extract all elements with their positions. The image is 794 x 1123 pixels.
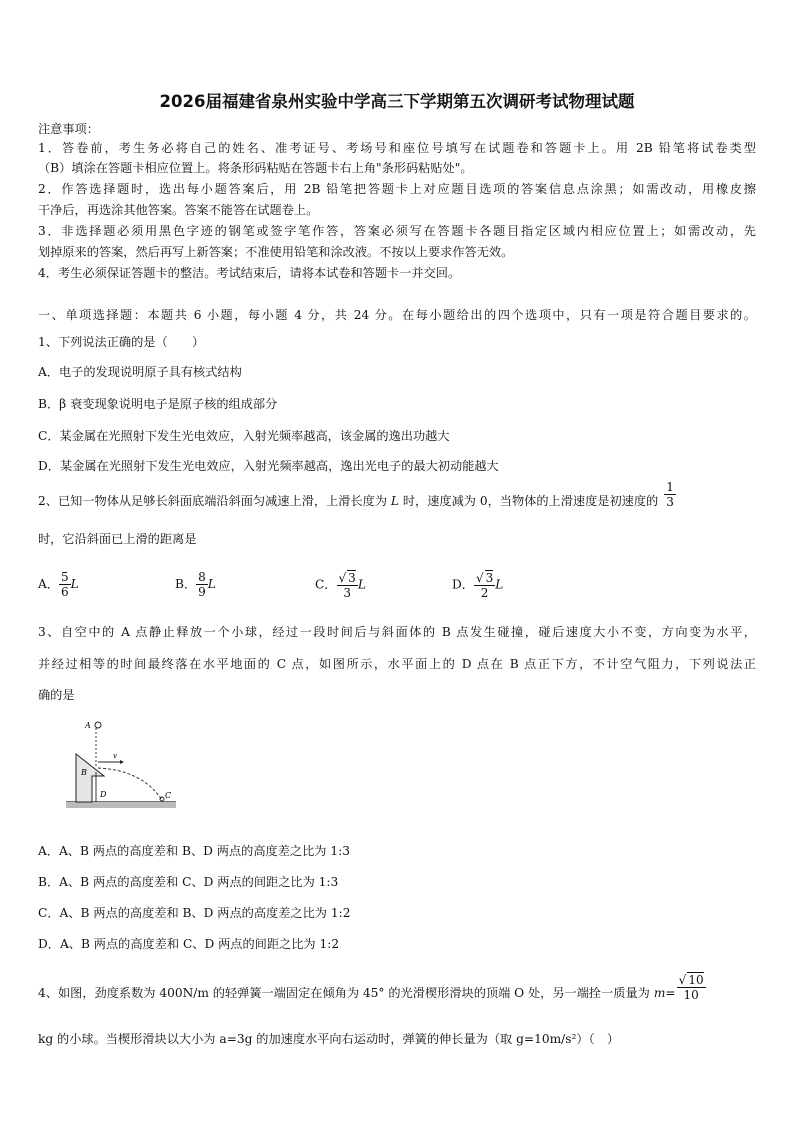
notice-line-2: （B）填涂在答题卡相应位置上。将条形码粘贴在答题卡右上角"条形码粘贴处"。	[38, 161, 473, 175]
notice-line-1: 1．答卷前，考生务必将自己的姓名、准考证号、考场号和座位号填写在试题卷和答题卡上。用 2B 铅笔将试卷类型	[38, 141, 756, 155]
q2-c-label: C．	[315, 577, 337, 592]
q4-mass-eq: m=	[653, 986, 676, 1000]
trajectory	[98, 768, 162, 800]
q3-option-a: A．A、B 两点的高度差和 B、D 两点的高度差之比为 1:3	[38, 844, 350, 858]
q2-c-den: 3	[343, 586, 351, 600]
q2-b-fraction	[196, 570, 208, 599]
notice-line-7: 4．考生必须保证答题卡的整洁。考试结束后，请将本试卷和答题卡一并交回。	[38, 266, 461, 280]
q2-stem-part-a: 2、已知一物体从足够长斜面底端沿斜面匀减速上滑，上滑长度为	[38, 494, 391, 508]
ball-at-A	[95, 722, 101, 728]
q2-a-den: 6	[61, 585, 69, 599]
q3-stem-line-1: 3、自空中的 A 点静止释放一个小球，经过一段时间后与斜面体的 B 点发生碰撞，碰后速度大小不变，方向变为水平，	[38, 625, 756, 639]
label-C: C	[165, 791, 172, 800]
q3-stem-line-3: 确的是	[38, 688, 75, 702]
q3-option-b: B．A、B 两点的高度差和 C、D 两点的间距之比为 1:3	[38, 875, 339, 889]
q2-option-a	[38, 570, 79, 599]
q4-stem-text: 4、如图，劲度系数为 400N/m 的轻弹簧一端固定在倾角为 45° 的光滑楔形滑块的顶端 O 处，另一端拴一质量为	[38, 986, 650, 1000]
notice-line-3: 2．作答选择题时，选出每小题答案后，用 2B 铅笔把答题卡上对应题目选项的答案信息点涂黑；如需改动，用橡皮擦	[38, 182, 756, 196]
ground-hatch	[66, 802, 176, 808]
q2-a-var: L	[70, 577, 79, 591]
q2-d-num: 3	[485, 571, 494, 585]
q2-a-num: 5	[61, 570, 69, 584]
q1-option-d: D．某金属在光照射下发生光电效应，入射光频率越高，逸出光电子的最大初动能越大	[38, 459, 499, 473]
q2-b-den: 9	[198, 585, 206, 599]
q4-mass-den: 10	[683, 987, 699, 1002]
q3-option-d: D．A、B 两点的高度差和 C、D 两点的间距之比为 1:2	[38, 937, 340, 951]
velocity-arrowhead	[120, 760, 124, 764]
q2-fraction-den: 3	[666, 495, 674, 509]
notice-line-6: 划掉原来的答案，然后再写上新答案；不准使用铅笔和涂改液。不按以上要求作答无效。	[38, 245, 514, 259]
q2-stem-part-b: 时，速度减为 0，当物体的上滑速度是初速度的	[398, 494, 659, 508]
label-B: B	[81, 768, 87, 777]
q2-c-fraction: $\frac{√ 3}{3}$	[338, 571, 356, 600]
label-A: A	[85, 721, 91, 730]
q2-c-num: 3	[348, 571, 356, 585]
notice-line-5: 3．非选择题必须用黑色字迹的钢笔或签字笔作答，答案必须写在答题卡各题目指定区域内相应位置上；如需改动，先	[38, 224, 756, 238]
q2-option-d	[452, 570, 503, 600]
q4-mass-num: 10	[688, 972, 704, 987]
q1-option-c: C．某金属在光照射下发生光电效应，入射光频率越高，该金属的逸出功越大	[38, 429, 450, 443]
q2-a-label: A．	[38, 577, 59, 591]
notice-line-4: 干净后，再选涂其他答案。答案不能答在试题卷上。	[38, 203, 319, 217]
q3-figure	[58, 716, 184, 820]
q2-stem-line-2: 时，它沿斜面已上滑的距离是	[38, 532, 197, 546]
q3-stem-line-2: 并经过相等的时间最终落在水平地面的 C 点，如图所示，水平面上的 D 点在 B 点正下方，不计空气阻力，下列说法正	[38, 657, 756, 671]
q2-b-num: 8	[198, 570, 206, 584]
q2-stem	[38, 480, 676, 510]
q1-stem: 1、下列说法正确的是（ ）	[38, 335, 205, 349]
q2-a-fraction	[59, 570, 71, 599]
section-heading: 一、单项选择题：本题共 6 小题，每小题 4 分，共 24 分。在每小题给出的四个选项中，只有一项是符合题目要求的。	[38, 308, 756, 322]
q2-d-var: L	[495, 577, 504, 592]
q1-option-b: B．β 衰变现象说明电子是原子核的组成部分	[38, 397, 278, 411]
q2-d-fraction: $\frac{√ 3}{2}$	[475, 571, 494, 600]
label-v: v	[113, 752, 117, 760]
q4-mass-fraction: $\frac{√ 10}{10}$	[678, 972, 704, 1002]
q2-d-label: D．	[452, 577, 474, 592]
q2-option-c	[315, 570, 366, 600]
q3-option-c: C．A、B 两点的高度差和 B、D 两点的高度差之比为 1:2	[38, 906, 351, 920]
notice-heading: 注意事项：	[38, 122, 99, 136]
q2-d-den: 2	[480, 586, 489, 600]
q1-option-a: A．电子的发现说明原子具有核式结构	[38, 365, 242, 379]
q4-stem-line-2: kg 的小球。当楔形滑块以大小为 a=3g 的加速度水平向右运动时，弹簧的伸长量为（取 g=10m/s²）（ ）	[38, 1032, 620, 1046]
q4-stem-line-1	[38, 972, 706, 1002]
page-title: 2026届福建省泉州实验中学高三下学期第五次调研考试物理试题	[159, 92, 635, 111]
ball-at-C	[160, 797, 164, 801]
label-D: D	[100, 790, 107, 799]
q2-fraction	[664, 480, 676, 509]
q2-b-var: L	[207, 577, 216, 591]
q2-option-b	[175, 570, 216, 599]
q2-b-label: B．	[175, 577, 197, 591]
q2-fraction-num: 1	[666, 480, 674, 494]
q2-c-var: L	[357, 577, 366, 592]
q2-var-L: L	[390, 494, 399, 508]
